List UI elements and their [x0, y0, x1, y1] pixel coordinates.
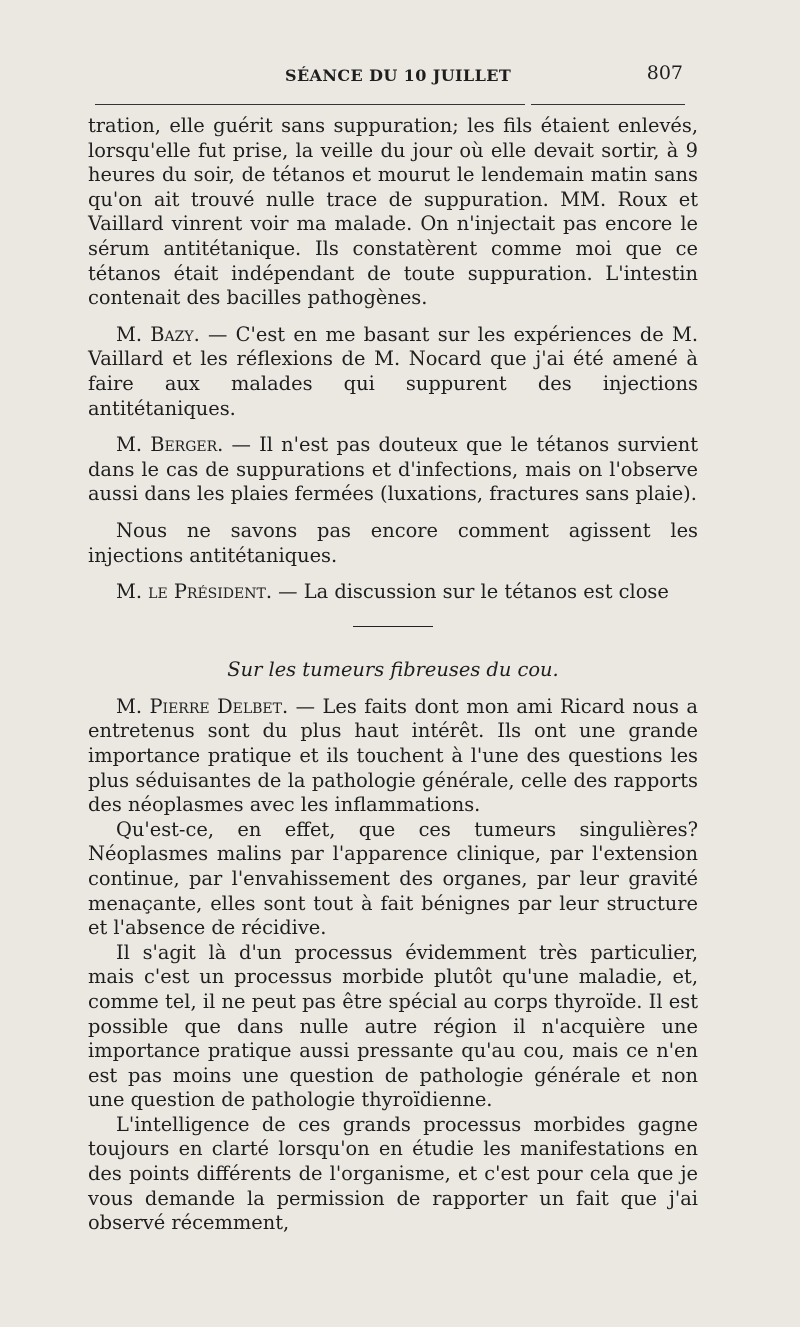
page-number: 807	[646, 62, 683, 84]
paragraph: Qu'est-ce, en effet, que ces tumeurs singulières? Néoplasmes malins par l'apparence clinique, par l'extension continue, par l'envahissement des organes, par leur gravité menaçante, elles sont tout à fait bénignes par leur structure et l'absence de récidive.	[88, 817, 698, 940]
speaker-name: M. Bazy.	[116, 322, 200, 346]
paragraph: Il s'agit là d'un processus évidemment très particulier, mais c'est un processus morbide plutôt qu'une maladie, et, comme tel, il ne peut pas être spécial au corps thyroïde. Il est possible que dans nulle autre région il n'acquière une importance pratique aussi pressante qu'au cou, mais ce n'en est pas moins une question de pathologie générale et non une question de pathologie thyroïdienne.	[88, 940, 698, 1112]
speaker-name: M. Berger.	[116, 433, 224, 457]
paragraph: L'intelligence de ces grands processus morbides gagne toujours en clarté lorsqu'on en étudie les manifestations en des points différents de l'organisme, et c'est pour cela que je vous demande la permission de rapporter un fait que j'ai observé récemment,	[88, 1112, 698, 1235]
paragraph-text: — Les faits dont mon ami Ricard nous a entretenus sont du plus haut intérêt. Ils ont une grande importance pratique et ils touchent à l'une des questions les plus séduisantes de la pathologie générale, celle des rapports des néoplasmes avec les inflammations.	[88, 694, 698, 817]
running-head: SÉANCE DU 10 JUILLET	[285, 66, 512, 85]
paragraph	[88, 323, 698, 421]
section-divider	[353, 626, 433, 628]
header-rule	[531, 104, 685, 105]
paragraph-text: — La discussion sur le tétanos est close	[272, 580, 669, 604]
paragraph-text: — Il n'est pas douteux que le tétanos survient dans le cas de suppurations et d'infections, mais on l'observe aussi dans les plaies fermées (luxations, fractures sans plaie).	[88, 433, 698, 506]
paragraph	[88, 695, 698, 818]
paragraph	[88, 433, 698, 507]
header-rule	[95, 104, 525, 105]
paragraph: tration, elle guérit sans suppuration; les fils étaient enlevés, lorsqu'elle fut prise, la veille du jour où elle devait sortir, à 9 heures du soir, de tétanos et mourut le lendemain matin sans qu'on ait trouvé nulle trace de suppuration. MM. Roux et Vaillard vinrent voir ma malade. On n'injectait pas encore le sérum antitétanique. Ils constatèrent comme moi que ce tétanos était indépendant de toute suppuration. L'intestin contenait des bacilles pathogènes.	[88, 114, 698, 310]
speaker-name: M. le Président.	[116, 580, 272, 604]
section-title: Sur les tumeurs fibreuses du cou.	[227, 658, 559, 682]
paragraph-text: — C'est en me basant sur les expériences de M. Vaillard et les réflexions de M. Nocard que j'ai été amené à faire aux malades qui suppurent des injections antitétaniques.	[88, 322, 698, 420]
paragraph: Nous ne savons pas encore comment agissent les injections antitétaniques.	[88, 518, 698, 567]
page-header	[95, 62, 685, 94]
body-text	[88, 114, 698, 1236]
speaker-name: M. Pierre Delbet.	[116, 694, 289, 718]
paragraph	[88, 580, 698, 605]
